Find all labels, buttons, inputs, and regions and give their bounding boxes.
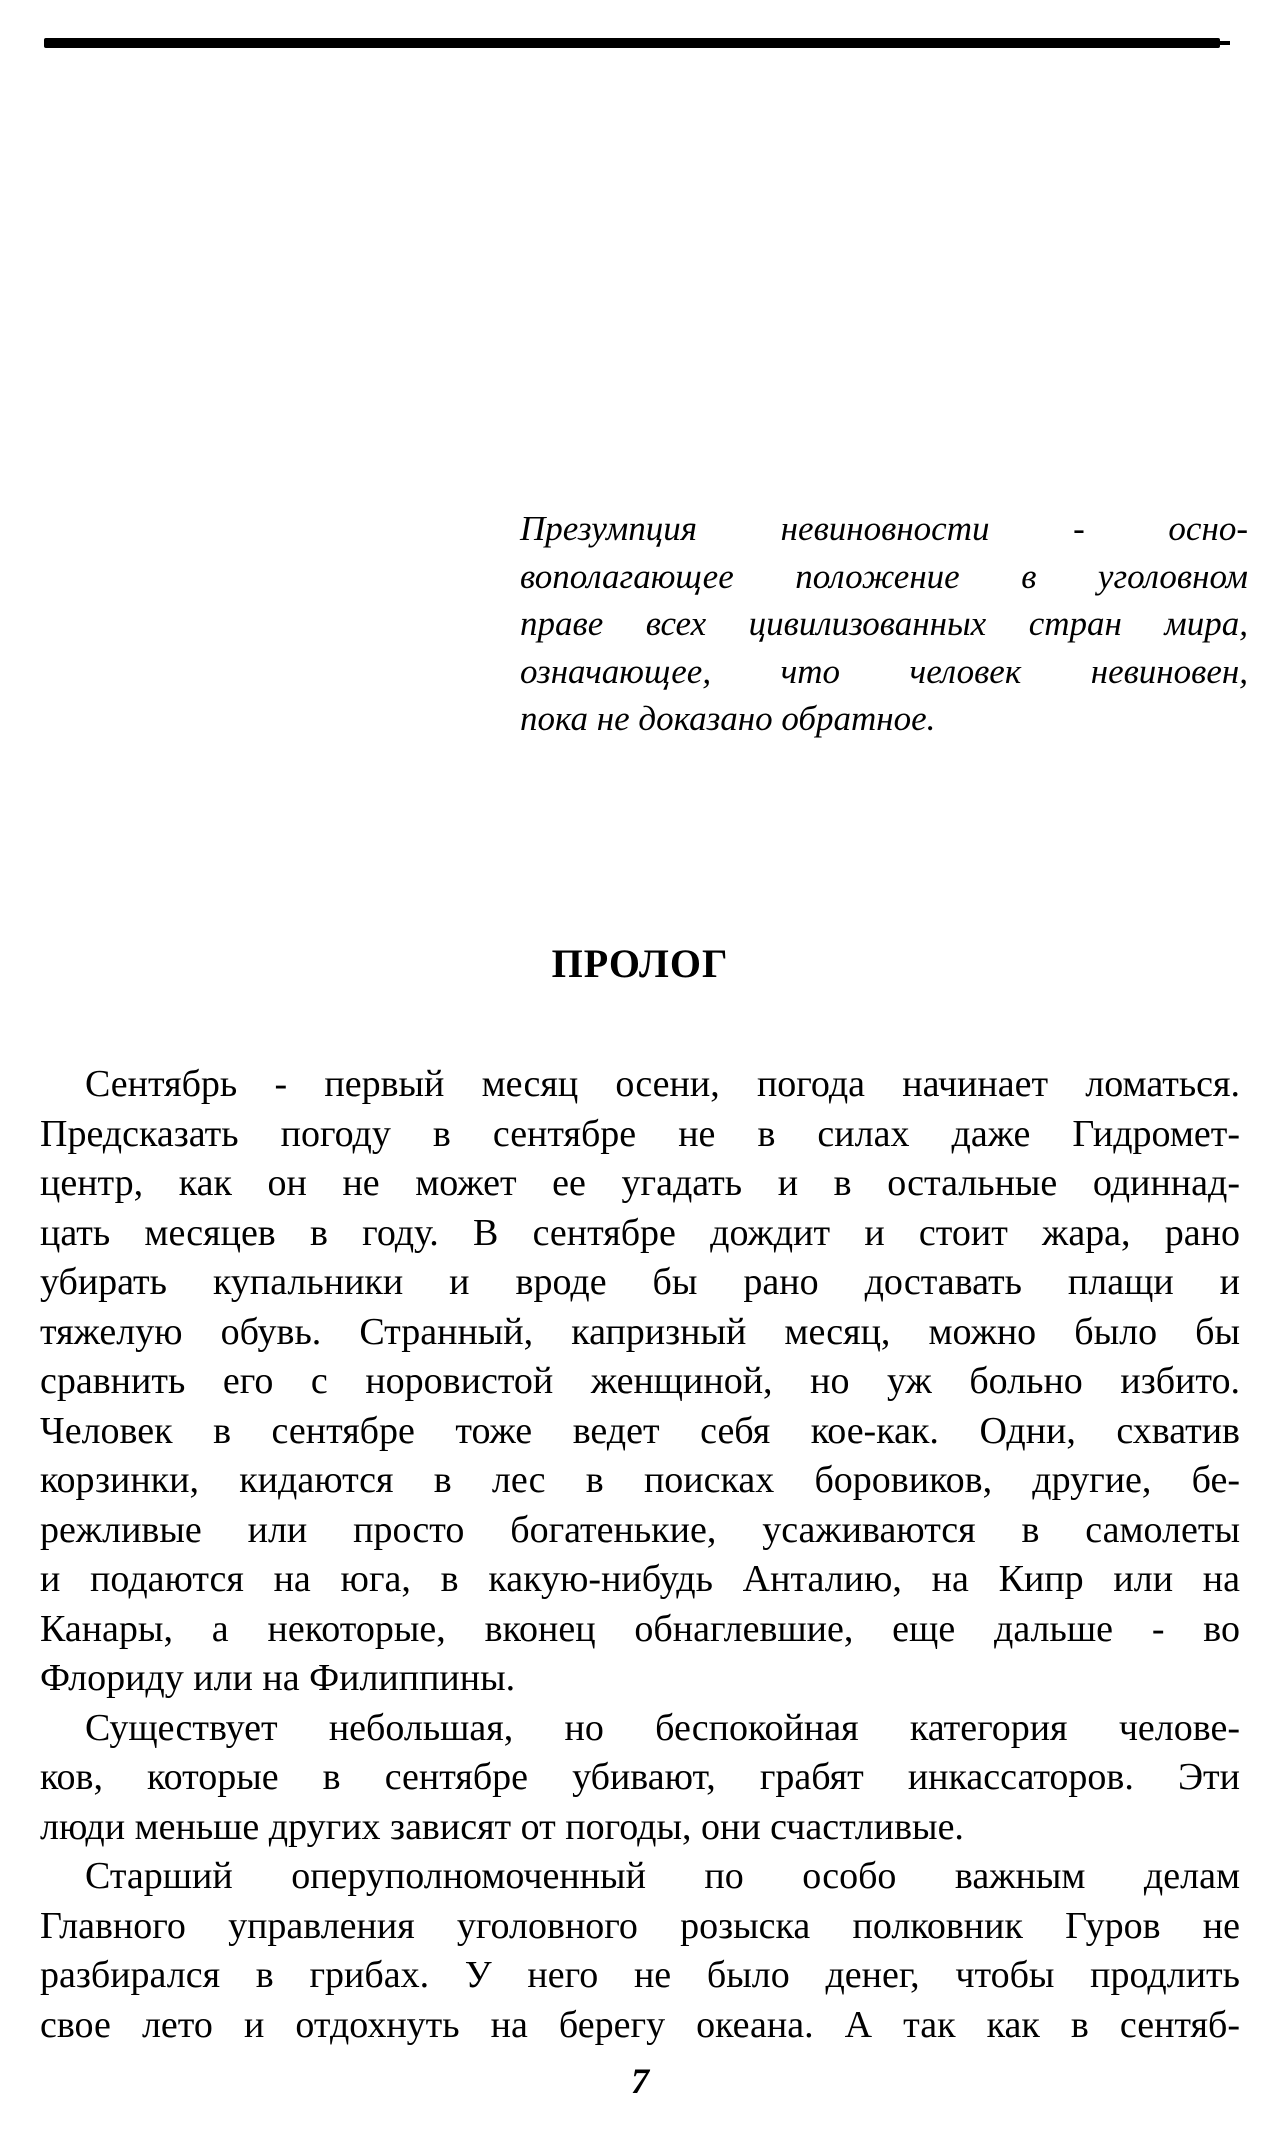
chapter-title: ПРОЛОГ — [551, 941, 729, 986]
paragraph-line: Старший оперуполномоченный по особо важным делам — [85, 1855, 1240, 1897]
epigraph-line: пока не доказано обратное. — [520, 699, 936, 738]
page-number: 7 — [631, 2061, 649, 2101]
paragraph-line: Предсказать погоду в сентябре не в силах даже Гидромет- — [40, 1112, 1240, 1155]
paragraph-line: убирать купальники и вроде бы рано доставать плащи и — [40, 1261, 1240, 1303]
paragraph-line: люди меньше других зависят от погоды, они счастливые. — [40, 1805, 964, 1848]
paragraph-line: тяжелую обувь. Странный, капризный месяц, можно было бы — [40, 1310, 1240, 1353]
paragraph-line: разбирался в грибах. У него не было денег, чтобы продлить — [40, 1954, 1240, 1996]
top-rule — [44, 38, 1220, 48]
paragraph-line: Сентябрь - первый месяц осени, погода начинает ломаться. — [85, 1063, 1240, 1105]
epigraph-line: означающее, что человек невиновен, — [520, 651, 1248, 691]
paragraph-line: свое лето и отдохнуть на берегу океана. А так как в сентяб- — [40, 2003, 1240, 2046]
paragraph-line: Флориду или на Филиппины. — [40, 1657, 516, 1699]
paragraph-line: корзинки, кидаются в лес в поисках боровиков, другие, бе- — [40, 1459, 1240, 1501]
paragraph-line: Канары, а некоторые, вконец обнаглевшие, еще дальше - во — [40, 1607, 1240, 1650]
epigraph-line: Презумпция невиновности - осно- — [520, 509, 1248, 548]
paragraph-line: ков, которые в сентябре убивают, грабят инкассаторов. Эти — [40, 1756, 1240, 1798]
epigraph — [520, 505, 1248, 743]
paragraph-line: режливые или просто богатенькие, усаживаются в самолеты — [40, 1508, 1240, 1551]
epigraph-line: праве всех цивилизованных стран мира, — [520, 604, 1248, 643]
body-text — [40, 1060, 1240, 2050]
paragraph-line: Существует небольшая, но беспокойная категория челове- — [85, 1706, 1240, 1749]
paragraph-line: центр, как он не может ее угадать и в остальные одиннад- — [40, 1162, 1240, 1204]
paragraph-line: Человек в сентябре тоже ведет себя кое-как. Одни, схватив — [40, 1409, 1240, 1452]
paragraph-line: цать месяцев в году. В сентябре дождит и стоит жара, рано — [40, 1211, 1240, 1254]
paragraph-line: сравнить его с норовистой женщиной, но уж больно избито. — [40, 1360, 1240, 1402]
paragraph-line: Главного управления уголовного розыска полковник Гуров не — [40, 1904, 1240, 1947]
epigraph-line: вополагающее положение в уголовном — [520, 556, 1248, 596]
paragraph-line: и подаются на юга, в какую-нибудь Анталию, на Кипр или на — [40, 1558, 1240, 1600]
